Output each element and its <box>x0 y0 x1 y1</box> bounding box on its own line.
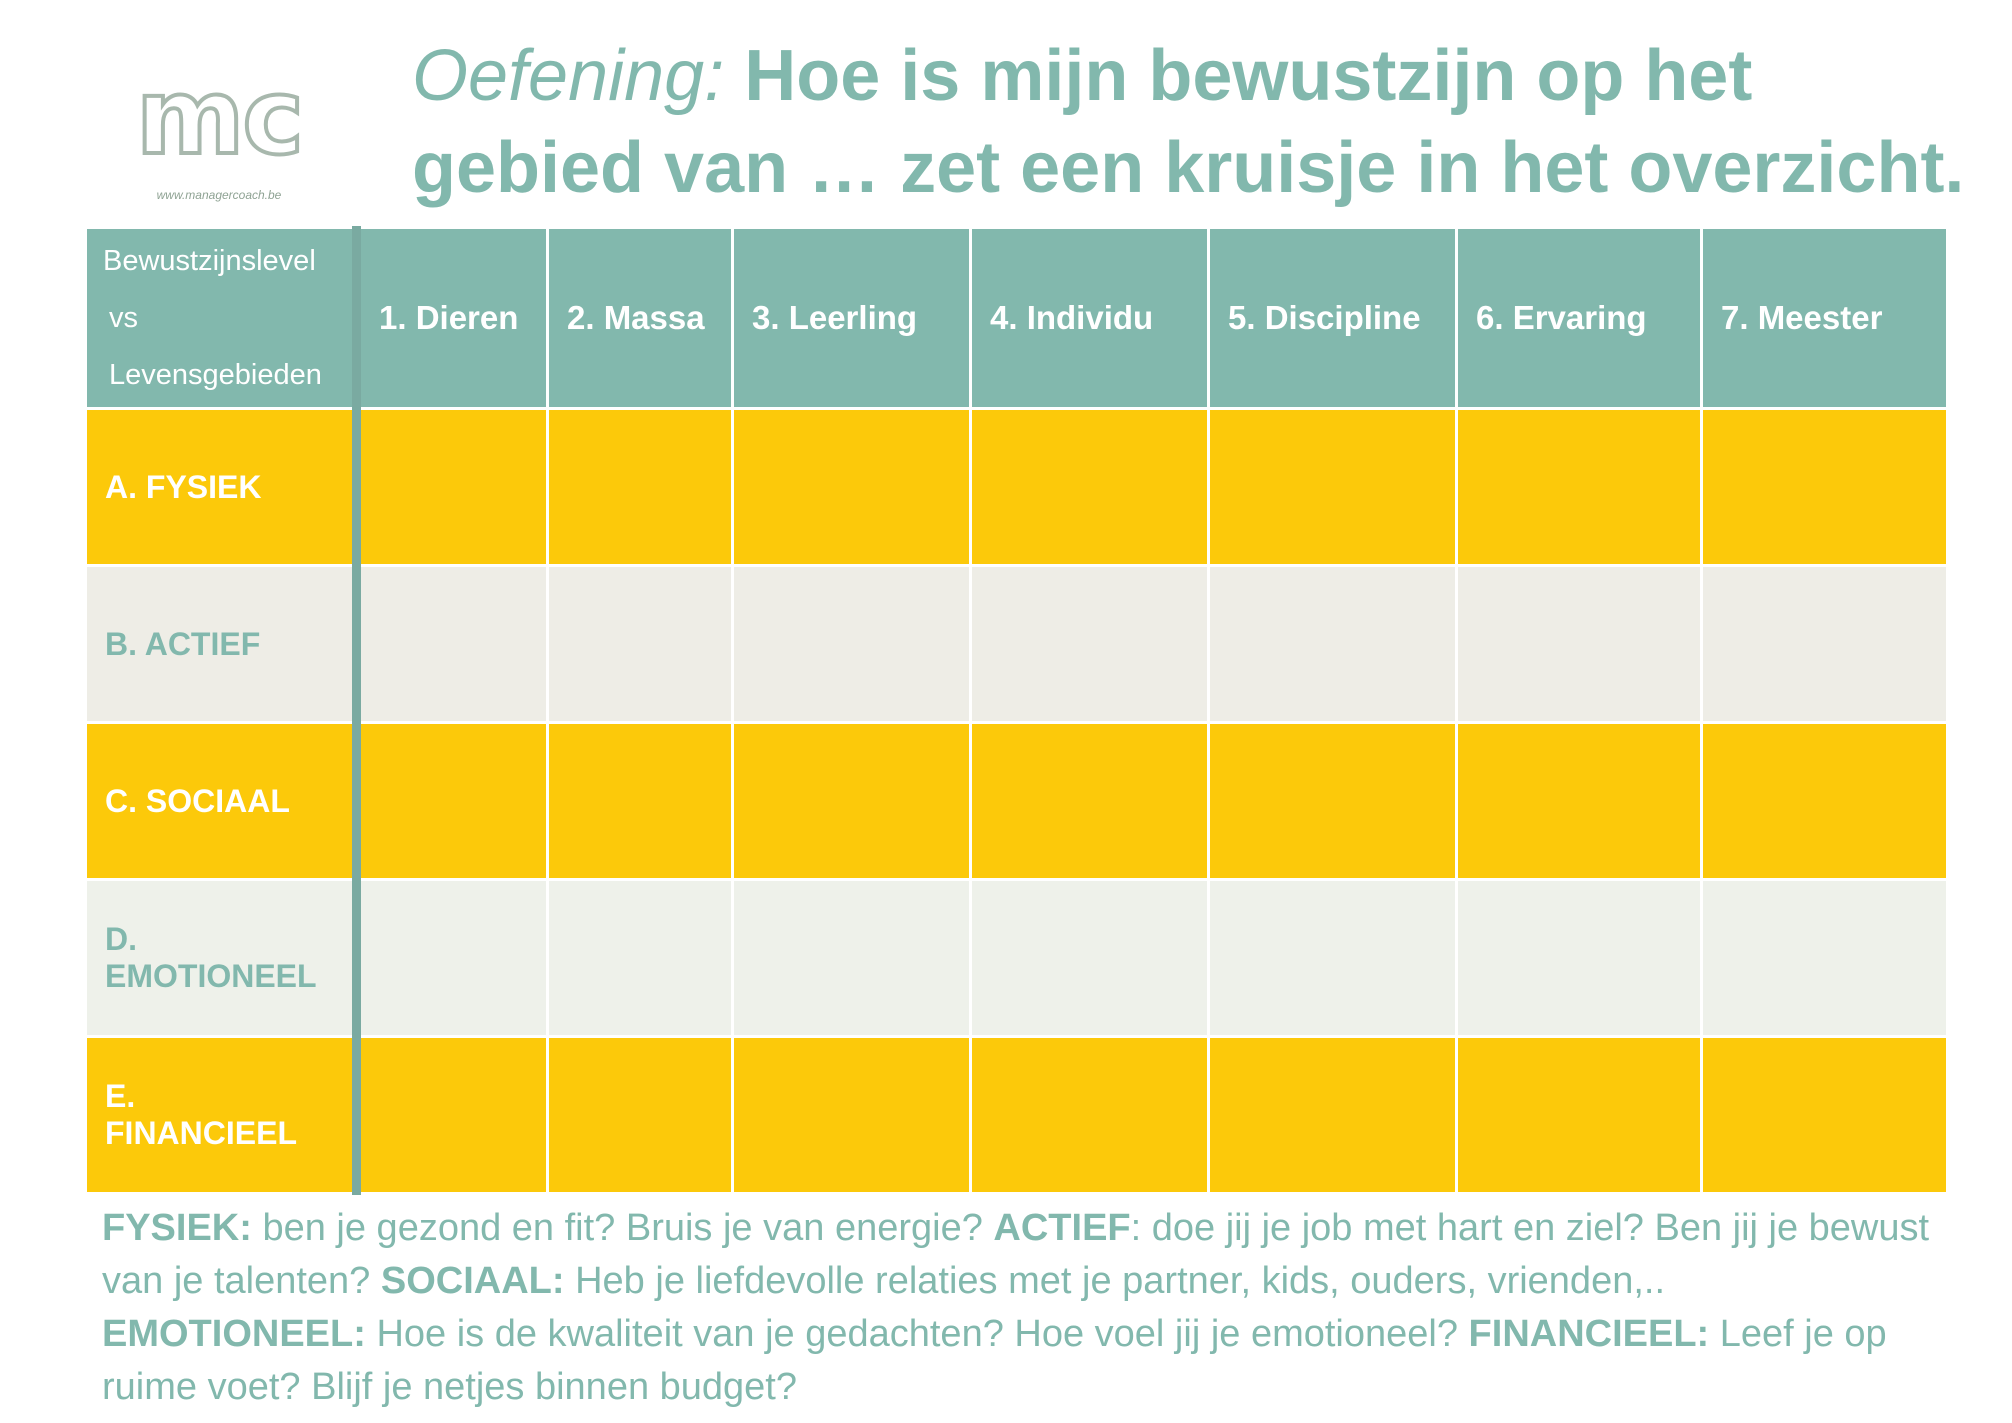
desc-text-sociaal: Heb je liefdevolle relaties met je partner, kids, ouders, vrienden,.. <box>564 1260 1666 1302</box>
managercoach-logo <box>88 52 350 210</box>
row-label-actief: B. ACTIEF <box>86 566 357 723</box>
table-row-financieel <box>86 1037 1948 1194</box>
life-areas-description <box>102 1202 1962 1414</box>
row-label-fysiek: A. FYSIEK <box>86 409 357 566</box>
awareness-grid <box>84 226 1949 1195</box>
grid-cell[interactable] <box>971 1037 1209 1194</box>
grid-cell[interactable] <box>548 880 733 1037</box>
grid-cell[interactable] <box>357 566 548 723</box>
grid-cell[interactable] <box>971 409 1209 566</box>
grid-cell[interactable] <box>1702 880 1948 1037</box>
grid-cell[interactable] <box>1209 880 1457 1037</box>
row-label-emotioneel: D. EMOTIONEEL <box>86 880 357 1037</box>
corner-line-1: Bewustzijnslevel <box>103 244 316 277</box>
corner-line-3: Levensgebieden <box>109 358 322 391</box>
column-header-meester: 7. Meester <box>1702 228 1948 409</box>
grid-cell[interactable] <box>1209 566 1457 723</box>
desc-text-actief: : doe jij je job met hart en ziel? Ben jij je bewust van je talenten? <box>102 1207 1930 1302</box>
table-row-sociaal <box>86 723 1948 880</box>
desc-text-emotioneel: Hoe is de kwaliteit van je gedachten? Hoe voel jij je emotioneel? <box>365 1313 1469 1355</box>
grid-cell[interactable] <box>357 723 548 880</box>
desc-label-fysiek: FYSIEK: <box>102 1207 252 1249</box>
grid-cell[interactable] <box>548 566 733 723</box>
grid-cell[interactable] <box>1457 566 1702 723</box>
grid-cell[interactable] <box>733 723 971 880</box>
grid-cell[interactable] <box>1702 723 1948 880</box>
grid-cell[interactable] <box>733 409 971 566</box>
page-title <box>412 30 1972 214</box>
column-header-dieren: 1. Dieren <box>357 228 548 409</box>
grid-cell[interactable] <box>971 880 1209 1037</box>
grid-cell[interactable] <box>1702 409 1948 566</box>
header-row <box>86 228 1948 409</box>
grid-cell[interactable] <box>733 566 971 723</box>
desc-label-emotioneel: EMOTIONEEL: <box>102 1313 366 1355</box>
grid-cell[interactable] <box>1702 1037 1948 1194</box>
grid-cell[interactable] <box>733 1037 971 1194</box>
grid-cell[interactable] <box>733 880 971 1037</box>
title-main: Hoe is mijn bewustzijn op het gebied van … zet een kruisje in het overzicht. <box>412 36 1965 208</box>
column-header-leerling: 3. Leerling <box>733 228 971 409</box>
corner-line-2: vs <box>109 301 138 334</box>
desc-label-financieel: FINANCIEEL: <box>1468 1313 1710 1355</box>
grid-cell[interactable] <box>357 1037 548 1194</box>
column-header-individu: 4. Individu <box>971 228 1209 409</box>
grid-cell[interactable] <box>971 723 1209 880</box>
grid-cell[interactable] <box>1209 409 1457 566</box>
column-header-massa: 2. Massa <box>548 228 733 409</box>
grid-cell[interactable] <box>1209 1037 1457 1194</box>
grid-cell[interactable] <box>548 1037 733 1194</box>
logo-mark: mc <box>135 56 302 178</box>
grid-cell[interactable] <box>1209 723 1457 880</box>
grid-cell[interactable] <box>1457 880 1702 1037</box>
column-header-discipline: 5. Discipline <box>1209 228 1457 409</box>
desc-label-actief: ACTIEF <box>993 1207 1131 1249</box>
desc-text-fysiek: ben je gezond en fit? Bruis je van energie? <box>251 1207 994 1249</box>
grid-cell[interactable] <box>1457 723 1702 880</box>
grid-cell[interactable] <box>1457 1037 1702 1194</box>
grid-cell[interactable] <box>1702 566 1948 723</box>
grid-cell[interactable] <box>548 409 733 566</box>
grid-cell[interactable] <box>357 880 548 1037</box>
desc-label-sociaal: SOCIAAL: <box>380 1260 565 1302</box>
column-header-ervaring: 6. Ervaring <box>1457 228 1702 409</box>
title-prefix: Oefening: <box>412 36 725 116</box>
desc-text-financieel: Leef je op ruime voet? Blijf je netjes binnen budget? <box>102 1313 1887 1408</box>
table-row-fysiek <box>86 409 1948 566</box>
table-row-actief <box>86 566 1948 723</box>
grid-cell[interactable] <box>971 566 1209 723</box>
table-row-emotioneel <box>86 880 1948 1037</box>
logo-url: www.managercoach.be <box>156 188 282 202</box>
corner-header <box>86 228 357 409</box>
row-label-sociaal: C. SOCIAAL <box>86 723 357 880</box>
grid-cell[interactable] <box>548 723 733 880</box>
row-label-financieel: E. FINANCIEEL <box>86 1037 357 1194</box>
grid-cell[interactable] <box>357 409 548 566</box>
grid-cell[interactable] <box>1457 409 1702 566</box>
